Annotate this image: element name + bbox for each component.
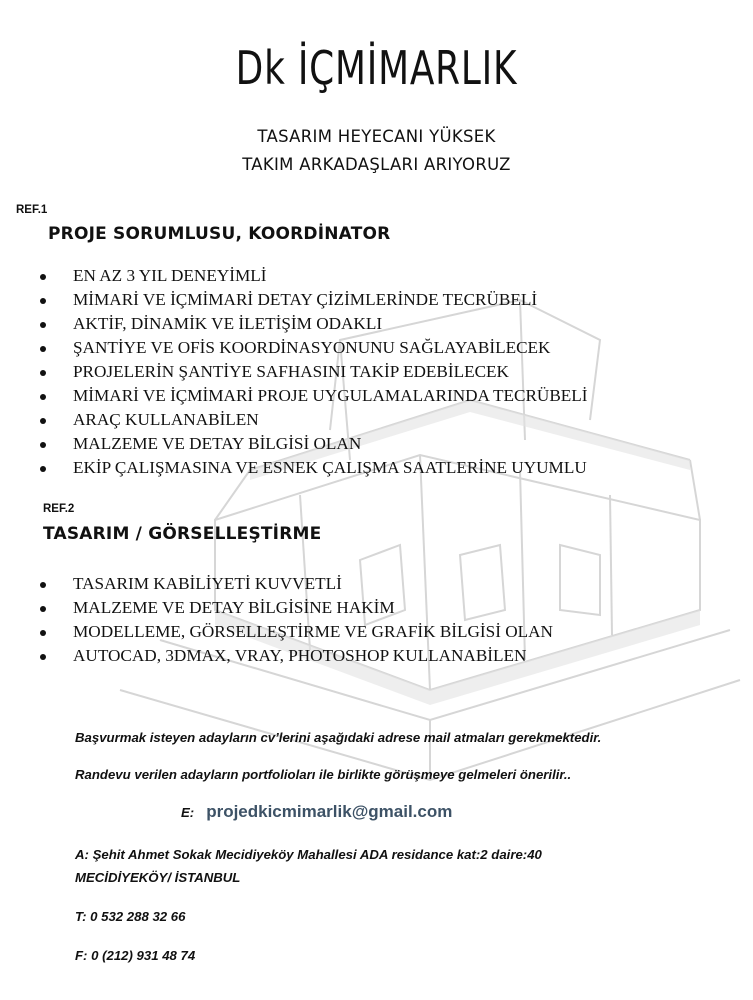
company-logo: Dk İÇMİMARLIK bbox=[235, 41, 518, 95]
ref-2-title: TASARIM / GÖRSELLEŞTİRME bbox=[43, 524, 322, 544]
tagline-line-2: TAKIM ARKADAŞLARI ARIYORUZ bbox=[242, 155, 511, 174]
address-line-2: MECİDİYEKÖY/ İSTANBUL bbox=[75, 870, 241, 885]
ref-1-title: PROJE SORUMLUSU, KOORDİNATOR bbox=[48, 224, 391, 244]
tagline-line-1: TASARIM HEYECANI YÜKSEK bbox=[257, 127, 496, 146]
requirement-item: AKTİF, DİNAMİK VE İLETİŞİM ODAKLI bbox=[34, 312, 588, 336]
ref-1-requirements bbox=[34, 264, 588, 480]
requirement-item: EN AZ 3 YIL DENEYİMLİ bbox=[34, 264, 588, 288]
requirement-item: ŞANTİYE VE OFİS KOORDİNASYONUNU SAĞLAYABİLECEK bbox=[34, 336, 588, 360]
requirement-item: TASARIM KABİLİYETİ KUVVETLİ bbox=[34, 572, 553, 596]
ref-1-label: REF.1 bbox=[16, 204, 48, 216]
email-row bbox=[181, 802, 452, 822]
ref-2-requirements bbox=[34, 572, 553, 668]
requirement-item: MİMARİ VE İÇMİMARİ PROJE UYGULAMALARINDA TECRÜBELİ bbox=[34, 384, 588, 408]
ref-2-label: REF.2 bbox=[43, 503, 75, 515]
apply-note: Başvurmak isteyen adayların cv’lerini aşağıdaki adrese mail atmaları gerekmektedir. bbox=[75, 730, 602, 745]
requirement-item: MİMARİ VE İÇMİMARİ DETAY ÇİZİMLERİNDE TECRÜBELİ bbox=[34, 288, 588, 312]
portfolio-note: Randevu verilen adayların portfolioları ile birlikte görüşmeye gelmeleri önerilir.. bbox=[75, 767, 572, 782]
address-line-1: A: Şehit Ahmet Sokak Mecidiyeköy Mahallesi ADA residance kat:2 daire:40 bbox=[75, 847, 542, 862]
email-link[interactable]: projedkicmimarlik@gmail.com bbox=[206, 802, 453, 821]
requirement-item: AUTOCAD, 3DMAX, VRAY, PHOTOSHOP KULLANABİLEN bbox=[34, 644, 553, 668]
requirement-item: MODELLEME, GÖRSELLEŞTİRME VE GRAFİK BİLGİSİ OLAN bbox=[34, 620, 553, 644]
requirement-item: PROJELERİN ŞANTİYE SAFHASINI TAKİP EDEBİLECEK bbox=[34, 360, 588, 384]
phone-number[interactable]: T: 0 532 288 32 66 bbox=[75, 909, 186, 924]
requirement-item: EKİP ÇALIŞMASINA VE ESNEK ÇALIŞMA SAATLERİNE UYUMLU bbox=[34, 456, 588, 480]
requirement-item: ARAÇ KULLANABİLEN bbox=[34, 408, 588, 432]
fax-number: F: 0 (212) 931 48 74 bbox=[75, 948, 196, 963]
requirement-item: MALZEME VE DETAY BİLGİSİNE HAKİM bbox=[34, 596, 553, 620]
email-label: E: bbox=[181, 805, 195, 820]
requirement-item: MALZEME VE DETAY BİLGİSİ OLAN bbox=[34, 432, 588, 456]
